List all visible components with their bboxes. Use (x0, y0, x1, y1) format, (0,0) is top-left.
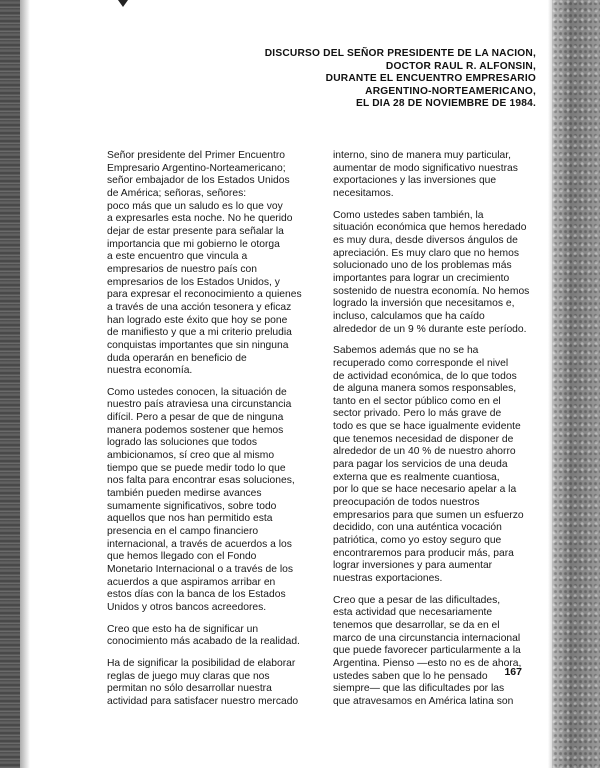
text-line: es muy dura, desde diversos ángulos de (333, 234, 518, 246)
text-line: actividad para satisfacer nuestro mercado (107, 695, 299, 707)
heading-line: EL DIA 28 DE NOVIEMBRE DE 1984. (355, 98, 536, 110)
page-number: 167 (504, 666, 522, 678)
text-line: esta actividad que necesariamente (333, 607, 493, 619)
text-line: Sabemos además que no se ha (333, 345, 479, 357)
text-line: internacional, a través de acuerdos a los (107, 538, 292, 550)
text-line: permitan no sólo desarrollar nuestra (107, 683, 272, 695)
text-line: para pagar los servicios de una deuda (333, 459, 508, 471)
paragraph (333, 150, 545, 201)
text-line: Creo que esto ha de significar un (107, 623, 259, 635)
text-line: externa que es realmente cuantiosa, (333, 471, 500, 483)
text-line: aquellos que nos han permitido esta (107, 513, 273, 525)
text-line: para expresar el reconocimiento a quienes (107, 289, 302, 301)
text-line: poco más que un saludo es lo que voy (107, 200, 283, 212)
paragraph (107, 624, 329, 649)
text-line: incluso, calculamos que ha caído (333, 310, 485, 322)
right-column (333, 150, 545, 718)
text-line: empresarios de los Estados Unidos, y (107, 276, 280, 288)
text-line: apreciación. Es muy claro que no hemos (333, 247, 520, 259)
text-line: de alguna manera somos responsables, (333, 383, 517, 395)
text-line: siempre— que las dificultades por las (333, 683, 505, 695)
text-line: también pueden medirse avances (107, 488, 262, 500)
text-line: sector privado. Pero lo más grave de (333, 408, 502, 420)
left-column (107, 150, 329, 718)
text-line: patriótica, como yo estoy seguro que (333, 535, 502, 547)
heading-line: DURANTE EL ENCUENTRO EMPRESARIO (325, 73, 536, 85)
text-line: a este encuentro que vincula a (107, 251, 248, 263)
text-line: presencia en el campo financiero (107, 526, 259, 538)
text-line: a expresarles esta noche. No he querido (107, 213, 293, 225)
text-line: encontraremos para producir más, para (333, 547, 514, 559)
text-line: importancia que mi gobierno le otorga (107, 238, 280, 250)
text-line: a través de una acción tesonera y eficaz (107, 301, 292, 313)
text-line: nuestra economía. (107, 365, 193, 377)
text-line: aumentar de modo significativo nuestras (333, 162, 518, 174)
text-line: dejar de estar presente para señalar la (107, 225, 284, 237)
text-line: lograr inversiones y para aumentar (333, 560, 493, 572)
text-line: nos falta para encontrar esas soluciones, (107, 475, 295, 487)
text-line: decidido, con una auténtica vocación (333, 522, 502, 534)
text-line: ustedes saben que lo he pensado (333, 670, 488, 682)
scan-edge-right (552, 0, 600, 768)
text-line: Como ustedes saben también, la (333, 209, 484, 221)
text-line: tenemos que desarrollar, se da en el (333, 619, 500, 631)
text-line: marco de una circunstancia internacional (333, 632, 521, 644)
paragraph (333, 595, 545, 709)
text-line: que atravesamos en América latina son (333, 695, 514, 707)
text-line: acuerdos a que aspiramos arribar en (107, 576, 276, 588)
text-line: manera podemos sostener que hemos (107, 424, 284, 436)
text-line: preocupación de todos nuestros (333, 497, 480, 509)
text-line: de manifiesto y que a mi criterio preludia (107, 327, 292, 339)
scan-edge-left (0, 0, 20, 768)
text-line: que hemos llegado con el Fondo (107, 551, 257, 563)
text-line: por lo que se hace necesario apelar a la (333, 484, 517, 496)
text-line: reglas de juego muy claras que nos (107, 670, 270, 682)
text-line: recuperado como corresponde el nivel (333, 357, 509, 369)
heading-line: ARGENTINO-NORTEAMERICANO, (365, 85, 536, 97)
text-line: Creo que a pesar de las dificultades, (333, 594, 501, 606)
text-line: estos días con la banca de los Estados (107, 589, 286, 601)
text-line: ambicionamos, sí creo que al mismo (107, 450, 275, 462)
text-line: Como ustedes conocen, la situación de (107, 386, 287, 398)
text-line: duda operarán en beneficio de (107, 352, 247, 364)
text-line: importantes para lograr un crecimiento (333, 272, 510, 284)
paragraph (107, 387, 329, 615)
text-line: tiempo que se puede medir todo lo que (107, 462, 286, 474)
text-line: alrededor de un 9 % durante este período. (333, 323, 527, 335)
paragraph (333, 345, 545, 585)
text-line: sumamente significativos, sobre todo (107, 500, 277, 512)
text-line: necesitamos. (333, 187, 394, 199)
text-line: solucionado uno de los problemas más (333, 260, 512, 272)
text-line: Monetario Internacional o a través de los (107, 564, 294, 575)
text-line: Unidos y otros bancos acreedores. (107, 601, 267, 613)
text-line: han logrado este éxito que hoy se pone (107, 314, 288, 326)
text-line: alrededor de un 40 % de nuestro ahorro (333, 446, 516, 458)
text-line: nuestras exportaciones. (333, 573, 443, 584)
text-line: situación económica que hemos heredado (333, 222, 527, 234)
text-line: Empresario Argentino-Norteamericano; (107, 162, 286, 174)
heading-line: DOCTOR RAUL R. ALFONSIN, (385, 60, 536, 72)
text-line: Ha de significar la posibilidad de elaborar (107, 657, 296, 669)
text-line: Señor presidente del Primer Encuentro (107, 150, 286, 161)
text-line: empresarios de nuestro país con (107, 263, 257, 275)
paragraph (333, 210, 545, 337)
text-line: logrado las soluciones que todos (107, 437, 257, 449)
paragraph (107, 658, 329, 709)
scan-shadow-left (20, 0, 30, 768)
text-line: sostenido de nuestra economía. No hemos (333, 285, 530, 297)
text-line: señor embajador de los Estados Unidos (107, 175, 290, 187)
text-line: conquistas importantes que sin ninguna (107, 339, 289, 351)
text-line: difícil. Pero a pesar de que de ninguna (107, 412, 284, 424)
text-line: todo es que se hace igualmente evidente (333, 421, 521, 433)
text-line: empresarios para que sumen un esfuerzo (333, 509, 524, 521)
text-line: que tenemos necesidad de disponer de (333, 433, 514, 445)
text-line: nuestro país atraviesa una circunstancia (107, 399, 292, 411)
text-line: de actividad económica, de lo que todos (333, 370, 517, 382)
text-line: que puede favorecer particularmente a la (333, 645, 521, 657)
speech-heading (236, 48, 536, 111)
text-line: de América; señoras, señores: (107, 187, 247, 199)
text-line: tanto en el sector público como en el (333, 395, 501, 407)
heading-line: DISCURSO DEL SEÑOR PRESIDENTE DE LA NACION, (264, 48, 536, 59)
text-line: interno, sino de manera muy particular, (333, 150, 511, 161)
text-line: logrado la inversión que necesitamos e, (333, 298, 515, 310)
text-line: conocimiento más acabado de la realidad. (107, 636, 300, 648)
paragraph (107, 150, 329, 378)
text-line: Argentina. Pienso —esto no es de ahora, (333, 657, 522, 669)
text-line: exportaciones y las inversiones que (333, 175, 497, 187)
binding-mark-icon (118, 0, 128, 7)
